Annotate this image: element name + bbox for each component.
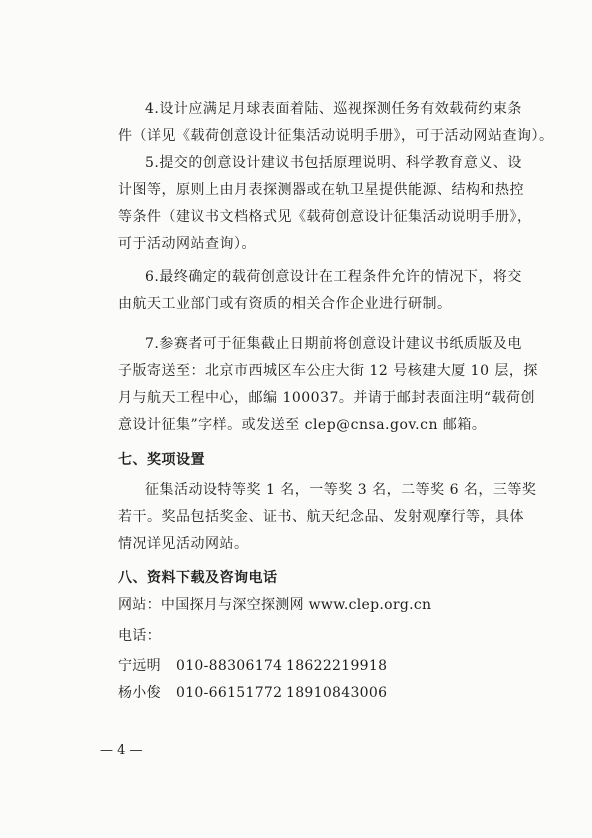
paragraph-item-6 <box>118 264 522 318</box>
text-line: 子版寄送至：北京市西城区车公庄大街 12 号核建大厦 10 层，探 <box>118 363 538 379</box>
paragraph-item-7 <box>118 331 538 439</box>
page-number: — 4 — <box>100 743 143 758</box>
contact-landline: 010-88306174 <box>176 658 283 674</box>
contact-mobile: 18622219918 <box>286 658 388 674</box>
text-line: 计图等，原则上由月表探测器或在轨卫星提供能源、结构和热控 <box>118 182 524 198</box>
contact-row <box>118 680 387 707</box>
paragraph-item-5 <box>118 150 532 258</box>
text-line: 若干。奖品包括奖金、证书、航天纪念品、发射观摩行等，具体 <box>118 509 524 525</box>
website-line: 网站：中国探月与深空探测网 www.clep.org.cn <box>118 597 432 613</box>
text-line: 意设计征集”字样。或发送至 clep@cnsa.gov.cn 邮箱。 <box>118 417 487 433</box>
text-line: 7.参赛者可于征集截止日期前将创意设计建议书纸质版及电 <box>145 336 522 352</box>
text-line: 由航天工业部门或有资质的相关合作企业进行研制。 <box>118 296 452 312</box>
contact-row <box>118 653 387 680</box>
text-line: 6.最终确定的载荷创意设计在工程条件允许的情况下，将交 <box>145 269 522 285</box>
text-line: 可于活动网站查询）。 <box>118 236 256 252</box>
text-line: 征集活动设特等奖 1 名，一等奖 3 名，二等奖 6 名，三等奖 <box>145 482 537 498</box>
text-line: 月与航天工程中心，邮编 100037。并请于邮封表面注明“载荷创 <box>118 390 536 406</box>
text-line: 件（详见《载荷创意设计征集活动说明手册》，可于活动网站查询）。 <box>118 128 554 144</box>
paragraph-item-4 <box>118 96 554 150</box>
text-line: 4.设计应满足月球表面着陆、巡视探测任务有效载荷约束条 <box>145 101 522 117</box>
awards-paragraph <box>118 477 537 558</box>
text-line: 等条件（建议书文档格式见《载荷创意设计征集活动说明手册》， <box>118 209 532 225</box>
text-line: 情况详见活动网站。 <box>118 536 249 552</box>
contact-mobile: 18910843006 <box>286 685 388 701</box>
text-line: 5.提交的创意设计建议书包括原理说明、科学教育意义、设 <box>145 155 522 171</box>
section-heading-awards: 七、奖项设置 <box>118 452 205 468</box>
contact-landline: 010-66151772 <box>176 685 283 701</box>
section-heading-downloads: 八、资料下载及咨询电话 <box>118 570 278 586</box>
contact-name: 宁远明 <box>118 658 161 674</box>
phone-label: 电话： <box>118 628 161 644</box>
contact-name: 杨小俊 <box>118 685 161 701</box>
